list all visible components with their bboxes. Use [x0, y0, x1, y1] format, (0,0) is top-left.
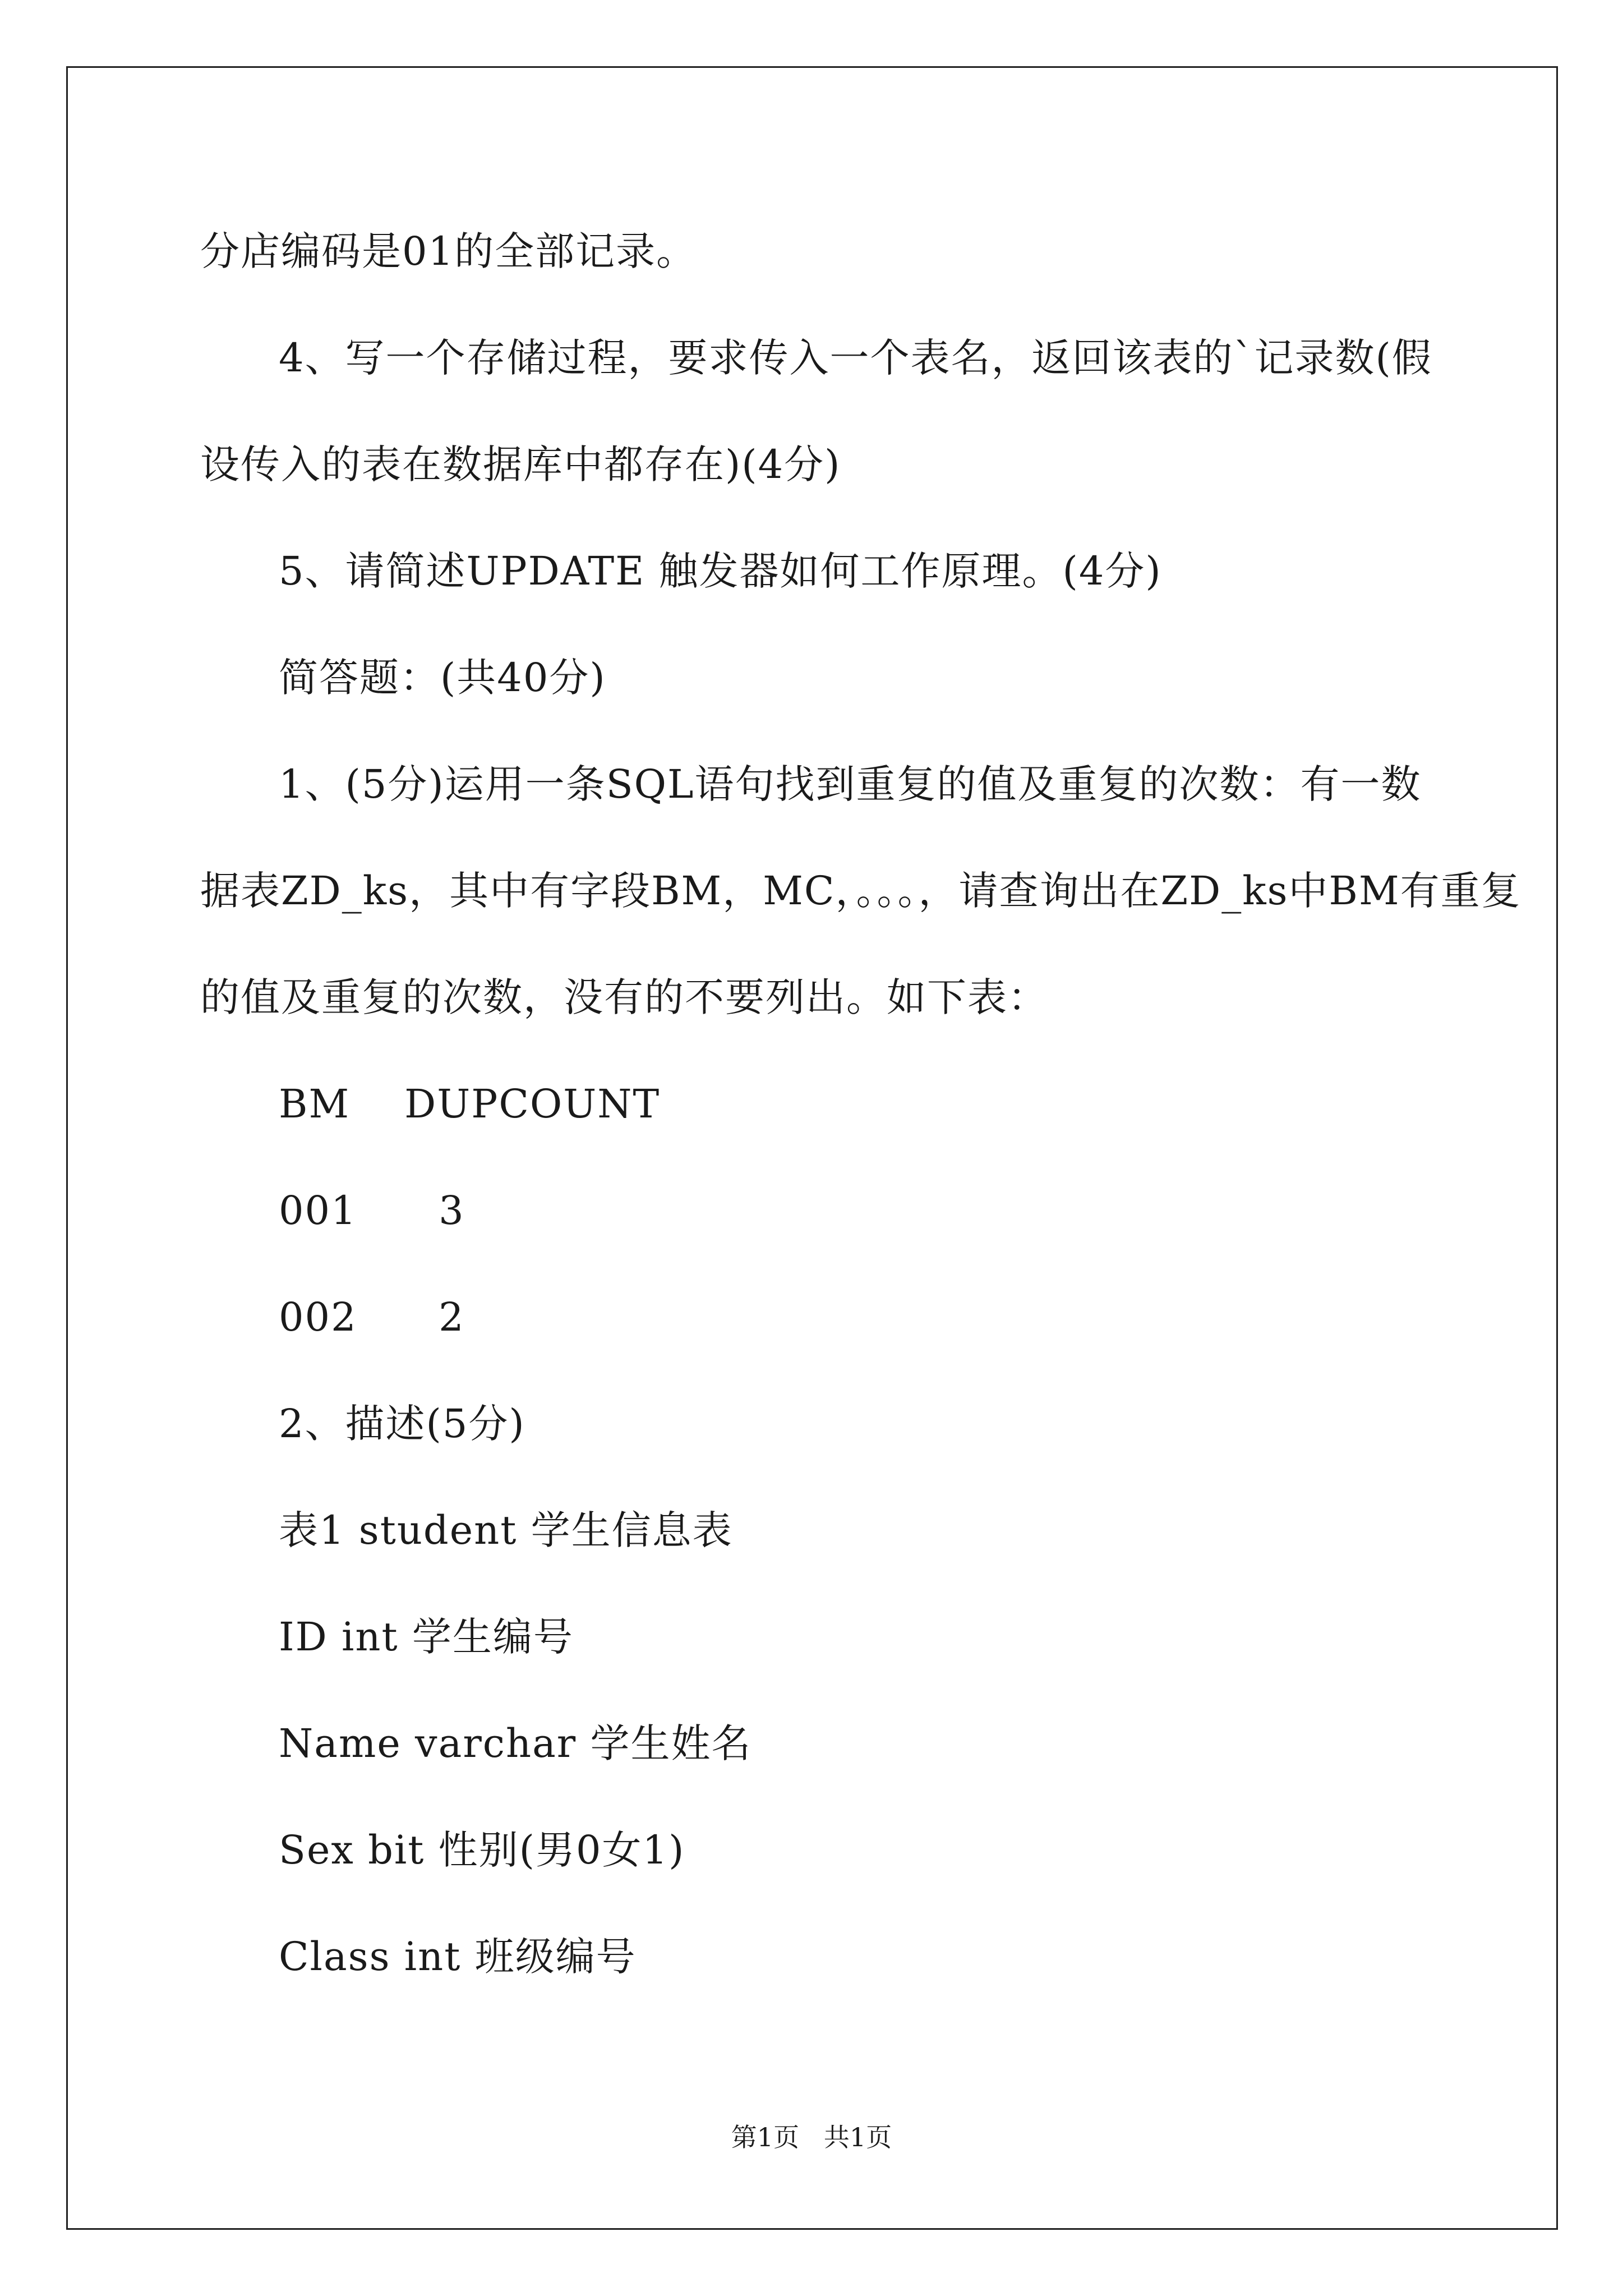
text-line: Sex bit 性别(男0女1) — [279, 1827, 685, 1873]
text-line: 1、(5分)运用一条SQL语句找到重复的值及重复的次数：有一数 — [279, 761, 1422, 807]
table-row-line: 001 3 — [279, 1188, 465, 1234]
table-header-line: BM DUPCOUNT — [279, 1081, 661, 1127]
page-border — [66, 66, 1558, 2230]
text-line: 4、写一个存储过程，要求传入一个表名，返回该表的`记录数(假 — [279, 335, 1432, 381]
page-footer: 第1页 共1页 — [731, 2122, 892, 2152]
text-line: 分店编码是01的全部记录。 — [200, 228, 697, 274]
text-line: 据表ZD_ks，其中有字段BM，MC，。。。，请查询出在ZD_ks中BM有重复 — [200, 868, 1521, 914]
text-line: 设传入的表在数据库中都存在)(4分) — [200, 441, 841, 487]
text-line: 5、请简述UPDATE 触发器如何工作原理。(4分) — [279, 548, 1162, 594]
text-line: Class int 班级编号 — [279, 1934, 637, 1980]
text-line: 简答题：(共40分) — [279, 655, 606, 701]
text-line: Name varchar 学生姓名 — [279, 1720, 752, 1766]
text-line: ID int 学生编号 — [279, 1614, 574, 1660]
text-line: 2、描述(5分) — [279, 1401, 525, 1447]
text-line: 表1 student 学生信息表 — [279, 1507, 733, 1553]
table-row-line: 002 2 — [279, 1294, 465, 1340]
text-line: 的值及重复的次数，没有的不要列出。如下表： — [200, 974, 1048, 1020]
